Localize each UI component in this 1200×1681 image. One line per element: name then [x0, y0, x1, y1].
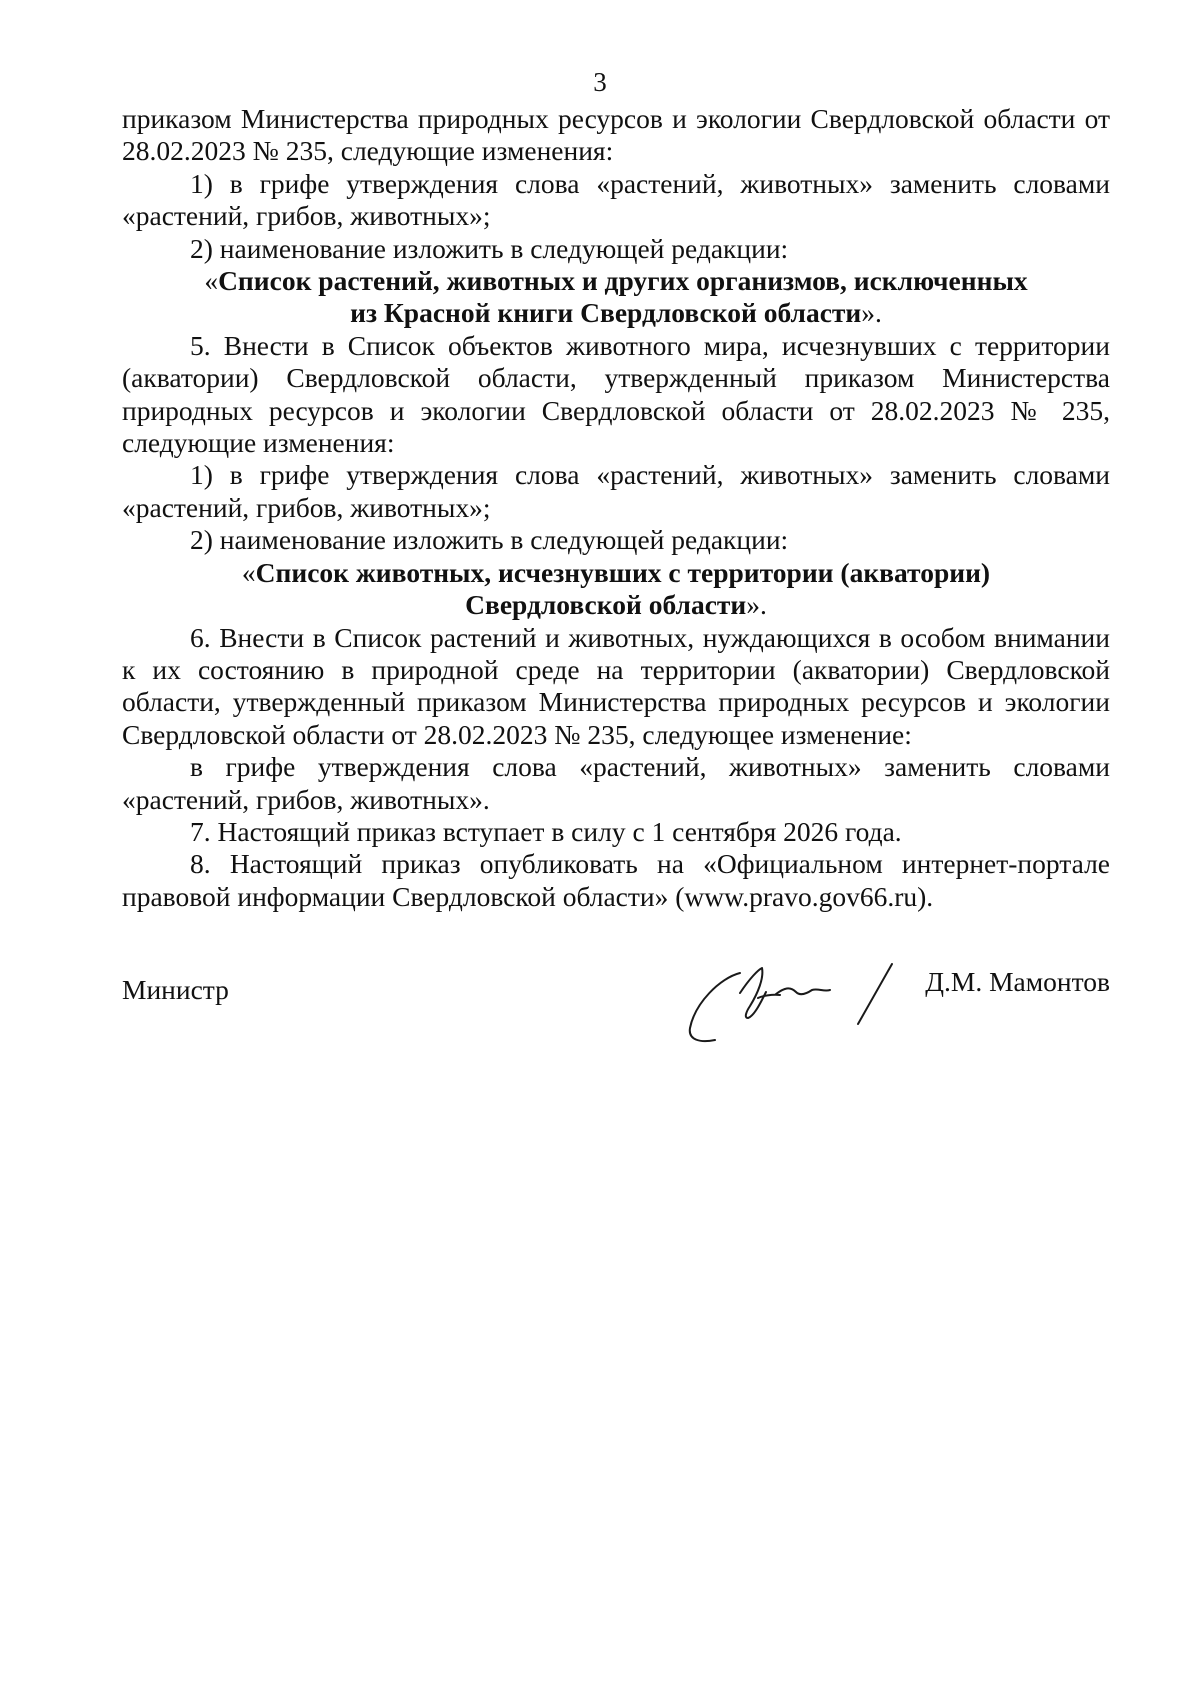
close-quote: ». [861, 297, 882, 329]
signature-block [122, 958, 1110, 1048]
close-quote: ». [746, 589, 767, 621]
page-number: 3 [593, 67, 607, 97]
paragraph-item-1: 1) в грифе утверждения слова «растений, животных» заменить словами «растений, грибов, животных»; [122, 459, 1110, 523]
document-body [122, 103, 1110, 913]
heading-bold-line-2: Свердловской области [465, 589, 747, 621]
heading-bold-line-2: из Красной книги Свердловской области [350, 297, 862, 329]
new-title-heading-1 [122, 265, 1110, 330]
signatory-title: Министр [122, 974, 229, 1005]
paragraph-continuation: приказом Министерства природных ресурсов и экологии Свердловской области от 28.02.2023 № 235, следующие изменения: [122, 103, 1110, 167]
new-title-heading-2 [122, 557, 1110, 622]
paragraph-item-1: 1) в грифе утверждения слова «растений, животных» заменить словами «растений, грибов, животных»; [122, 167, 1110, 232]
paragraph-section-7: 7. Настоящий приказ вступает в силу с 1 сентября 2026 года. [190, 815, 902, 847]
paragraph-change: в грифе утверждения слова «растений, животных» заменить словами «растений, грибов, животных». [122, 751, 1110, 815]
signatory-name: Д.М. Мамонтов [925, 966, 1110, 997]
paragraph-section-8: 8. Настоящий приказ опубликовать на «Официальном интернет-портале правовой информации Свердловской области» (www.pravo.gov66.ru). [122, 848, 1110, 912]
paragraph-item-2: 2) наименование изложить в следующей редакции: [190, 524, 789, 556]
open-quote: « [204, 265, 219, 297]
paragraph-section-5: 5. Внести в Список объектов животного мира, исчезнувших с территории (акватории) Свердловской области, утвержденный приказом Министерства природных ресурсов и экологии Свердловской области от 28.02.2023 № 235, следующие изменения: [122, 329, 1110, 459]
heading-bold-line-1: Список растений, животных и других организмов, исключенных [218, 265, 1028, 297]
paragraph-section-6: 6. Внести в Список растений и животных, нуждающихся в особом внимании к их состоянию в природной среде на территории (акватории) Свердловской области, утвержденный приказом Министерства природных ресурсов и экологии Свердловской области от 28.02.2023 № 235, следующее изменение: [122, 621, 1110, 750]
paragraph-item-2: 2) наименование изложить в следующей редакции: [190, 232, 789, 264]
heading-bold-line-1: Список животных, исчезнувших с территории (акватории) [255, 556, 991, 588]
open-quote: « [241, 556, 256, 588]
handwritten-signature [680, 948, 1010, 1048]
